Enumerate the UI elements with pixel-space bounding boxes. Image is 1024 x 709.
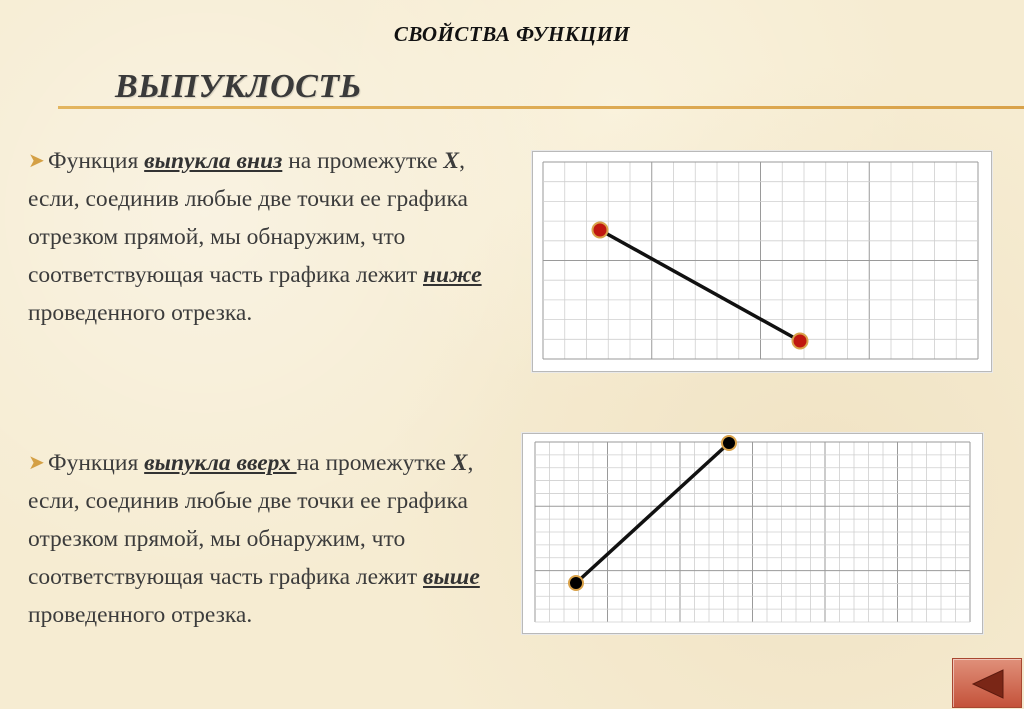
convex-up-segment: [576, 443, 729, 583]
convex-up-var: X: [451, 450, 468, 476]
convex-down-paragraph: [28, 141, 518, 332]
convex-up-point-left: [569, 576, 583, 590]
title-divider: [58, 106, 1024, 109]
convex-down-middle: , если, соединив любые две точки ее графика отрезком прямой, мы обнаружим, что соответствующая часть графика лежит: [28, 148, 468, 288]
convex-up-point-right: [722, 436, 736, 450]
convex-down-graph: [532, 151, 992, 372]
convex-down-graph-svg: [533, 152, 991, 371]
header-title: СВОЙСТВА ФУНКЦИИ: [393, 22, 631, 46]
convex-down-after-term: на промежутке: [282, 148, 444, 174]
convex-down-point-right: [793, 334, 808, 349]
convex-up-lead: Функция: [48, 450, 145, 476]
convex-down-grid: [543, 162, 978, 359]
convex-down-tail: проведенного отрезка.: [28, 300, 253, 326]
arrowhead-bullet-icon: ➤: [28, 148, 45, 172]
triangle-left-icon: [970, 668, 1006, 700]
convex-up-after-term: на промежутке: [296, 450, 452, 476]
section-title: ВЫПУКЛОСТЬ: [115, 68, 362, 105]
convex-up-tail: проведенного отрезка.: [28, 602, 253, 628]
convex-up-graph-svg: [523, 434, 982, 633]
arrowhead-bullet-icon: ➤: [28, 450, 45, 474]
convex-up-paragraph: [28, 443, 518, 634]
convex-up-term: выпукла вверх: [144, 450, 297, 476]
convex-up-grid: [535, 442, 970, 622]
convex-up-graph: [522, 433, 983, 634]
convex-down-lead: Функция: [48, 148, 145, 174]
convex-down-relation: ниже: [423, 262, 482, 288]
convex-up-relation: выше: [423, 564, 480, 590]
convex-down-point-left: [593, 223, 608, 238]
convex-down-term: выпукла вниз: [144, 148, 283, 174]
back-button[interactable]: [952, 658, 1022, 708]
convex-up-middle: , если, соединив любые две точки ее графика отрезком прямой, мы обнаружим, что соответствующая часть графика лежит: [28, 450, 474, 590]
convex-down-var: X: [443, 148, 460, 174]
